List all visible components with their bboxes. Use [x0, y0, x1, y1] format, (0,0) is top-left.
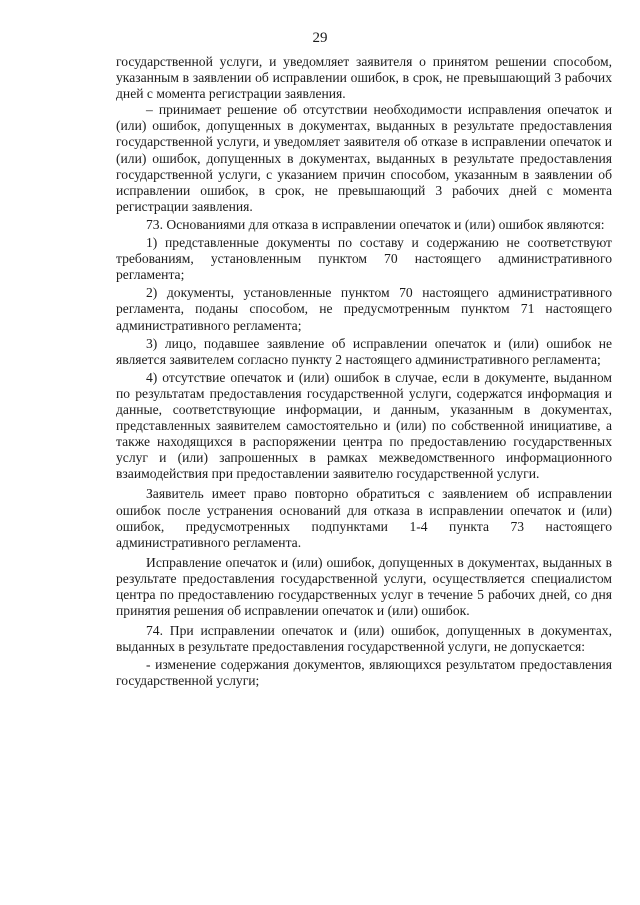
- list-item: 3) лицо, подавшее заявление об исправлении опечаток и (или) ошибок не является заявителем согласно пункту 2 настоящего административного регламента;: [116, 335, 612, 367]
- page-number: 29: [312, 30, 328, 46]
- list-item: 4) отсутствие опечаток и (или) ошибок в случае, если в документе, выданном по результатам предоставления государственной услуги, содержатся информация и данные, соответствующие информации, и данным, указанным в документах, представленных заявителем самостоятельно и (или) по собственной инициативе, а также находящихся в распоряжении центра по предоставлению государственных услуг и (или) запрошенных в рамках межведомственного информационного взаимодействия при предоставлении заявителю государственной услуги.: [116, 369, 612, 482]
- paragraph: – принимает решение об отсутствии необходимости исправления опечаток и (или) ошибок, допущенных в документах, выданных в результате предоставления государственной услуги, и уведомляет заявителя об отказе в исправлении опечаток и (или) ошибок, допущенных в документах, выданных в результате предоставления государственной услуги, с указанием причин способом, указанным в заявлении об исправлении ошибок, в срок, не превышающий 3 рабочих дней с момента регистрации заявления.: [116, 102, 612, 214]
- list-item: 1) представленные документы по составу и содержанию не соответствуют требованиям, установленным пунктом 70 настоящего административного регламента;: [116, 235, 612, 283]
- list-item: 2) документы, установленные пунктом 70 настоящего административного регламента, поданы способом, не предусмотренным пунктом 71 настоящего административного регламента;: [116, 285, 612, 333]
- paragraph: Исправление опечаток и (или) ошибок, допущенных в документах, выданных в результате предоставления государственной услуги, осуществляется специалистом центра по предоставлению государственных услуг в течение 5 рабочих дней, со дня принятия решения об исправлении опечаток и (или) ошибок.: [116, 554, 612, 619]
- document-body: [116, 54, 612, 690]
- paragraph: государственной услуги, и уведомляет заявителя о принятом решении способом, указанным в заявлении об исправлении ошибок, в срок, не превышающий 3 рабочих дней с момента регистрации заявления.: [116, 54, 612, 102]
- paragraph: Заявитель имеет право повторно обратиться с заявлением об исправлении ошибок после устранения оснований для отказа в исправлении опечаток и (или) ошибок, предусмотренных подпунктами 1-4 пункта 73 настоящего административного регламента.: [116, 486, 612, 550]
- paragraph-item-73: 73. Основаниями для отказа в исправлении опечаток и (или) ошибок являются:: [146, 216, 605, 232]
- list-item: - изменение содержания документов, являющихся результатом предоставления государственной услуги;: [116, 657, 612, 689]
- paragraph-item-74: 74. При исправлении опечаток и (или) ошибок, допущенных в документах, выданных в результате предоставления государственной услуги, не допускается:: [116, 623, 612, 655]
